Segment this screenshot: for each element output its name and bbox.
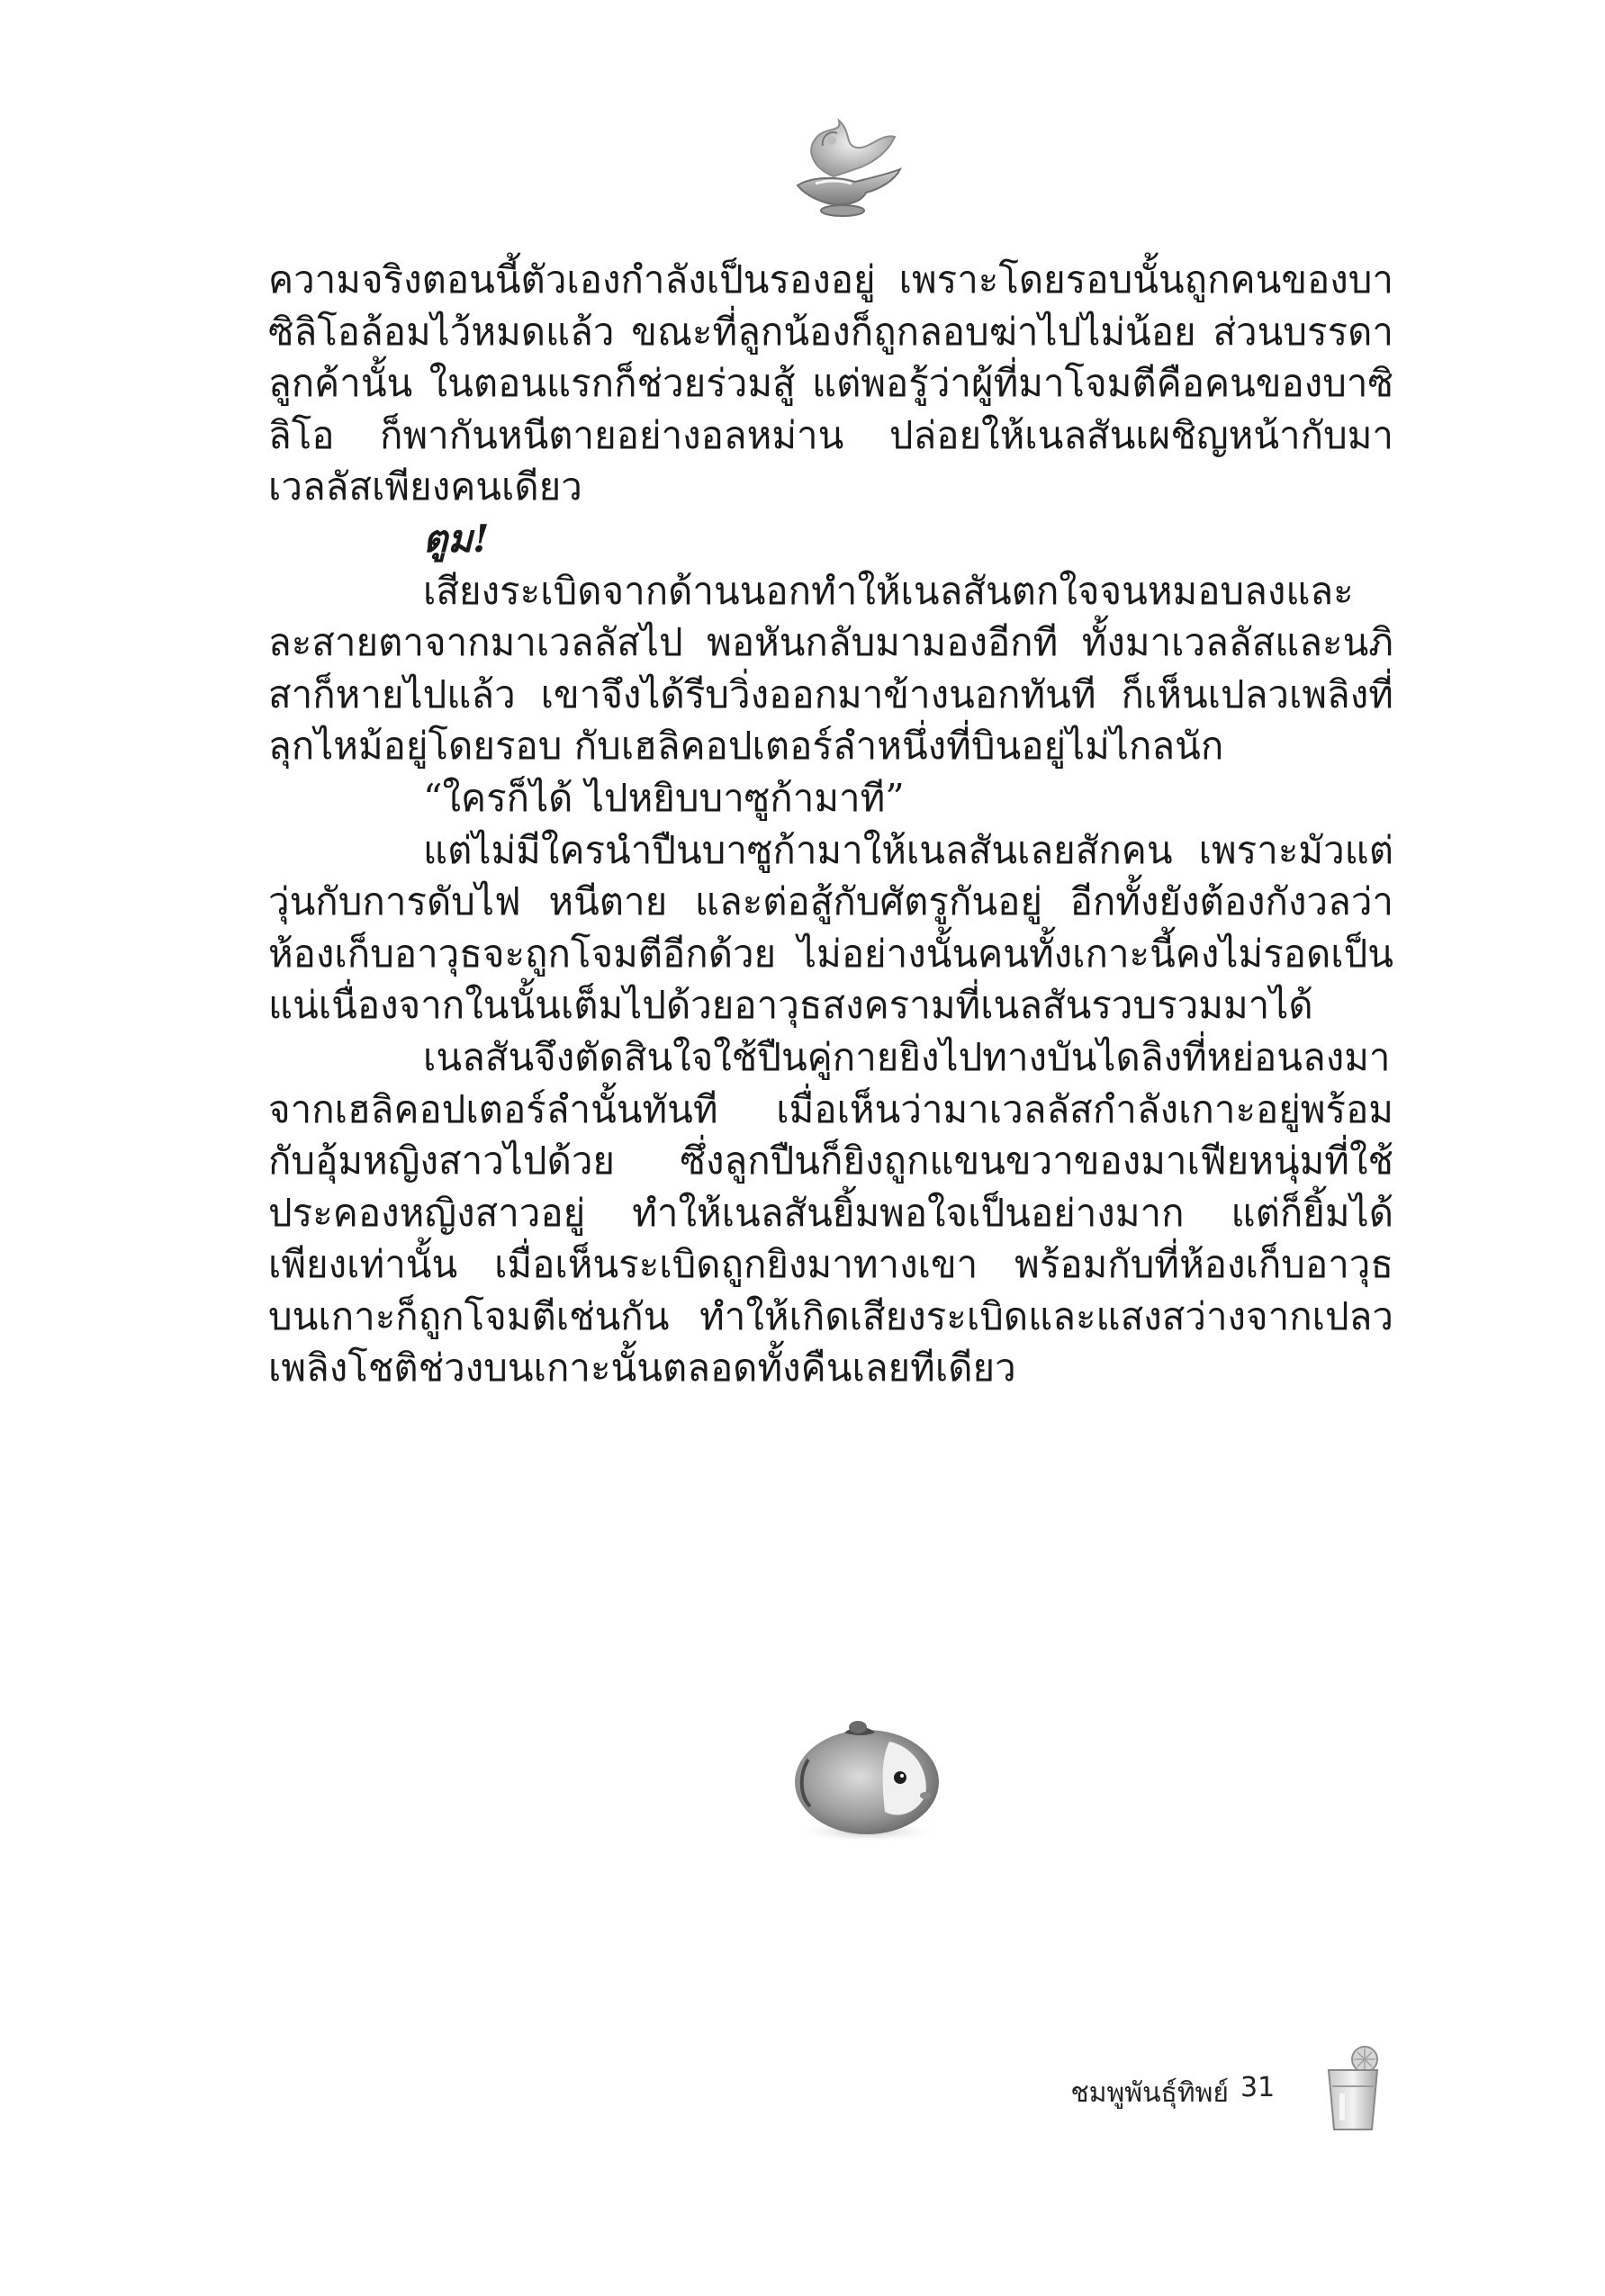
paragraph-3: แต่ไม่มีใครนำปืนบาซูก้ามาให้เนลสันเลยสักคน เพราะมัวแต่วุ่นกับการดับไฟ หนีตาย และต่อสู้กับศัตรูกันอยู่ อีกทั้งยังต้องกังวลว่าห้องเก็บอาวุธจะถูกโจมตีอีกด้วย ไม่อย่างนั้นคนทั้งเกาะนี้คงไม่รอดเป็นแน่เนื่องจากในนั้นเต็มไปด้วยอาวุธสงครามที่เนลสันรวบรวมมาได้ — [268, 827, 1393, 1028]
paragraph-4: เนลสันจึงตัดสินใจใช้ปืนคู่กายยิงไปทางบันไดลิงที่หย่อนลงมาจากเฮลิคอปเตอร์ลำนั้นทันที เมื่อเห็นว่ามาเวลลัสกำลังเกาะอยู่พร้อมกับอุ้มหญิงสาวไปด้วย ซึ่งลูกปืนก็ยิงถูกแขนขวาของมาเฟียหนุ่มที่ใช้ประคองหญิงสาวอยู่ ทำให้เนลสันยิ้มพอใจเป็นอย่างมาก แต่ก็ยิ้มได้เพียงเท่านั้น เมื่อเห็นระเบิดถูกยิงมาทางเขา พร้อมกับที่ห้องเก็บอาวุธบนเกาะก็ถูกโจมตีเช่นกัน ทำให้เกิดเสียงระเบิดและแสงสว่างจากเปลวเพลิงโชติช่วงบนเกาะนั้นตลอดทั้งคืนเลยทีเดียว — [268, 1034, 1393, 1391]
genie-lamp-icon — [780, 106, 915, 221]
chapter-text — [268, 254, 1393, 1394]
guinea-pig-icon — [781, 1706, 952, 1845]
dialogue-line: “ใครก็ได้ ไปหยิบบาซูก้ามาที” — [423, 775, 905, 820]
glass-icon — [1321, 2045, 1384, 2135]
page-number: 31 — [1240, 2072, 1276, 2103]
paragraph-2: เสียงระเบิดจากด้านนอกทำให้เนลสันตกใจจนหมอบลงและละสายตาจากมาเวลลัสไป พอหันกลับมามองอีกที ทั้งมาเวลลัสและนภิสาก็หายไปแล้ว เขาจึงได้รีบวิ่งออกมาข้างนอกทันที ก็เห็นเปลวเพลิงที่ลุกไหม้อยู่โดยรอบ กับเฮลิคอปเตอร์ลำหนึ่งที่บินอยู่ไม่ไกลนัก — [268, 568, 1393, 769]
sound-effect: ตูม! — [423, 516, 490, 561]
paragraph-1: ความจริงตอนนี้ตัวเองกำลังเป็นรองอยู่ เพราะโดยรอบนั้นถูกคนของบาซิลิโอล้อมไว้หมดแล้ว ขณะที่ลูกน้องก็ถูกลอบฆ่าไปไม่น้อย ส่วนบรรดาลูกค้านั้น ในตอนแรกก็ช่วยร่วมสู้ แต่พอรู้ว่าผู้ที่มาโจมตีคือคนของบาซิลิโอ ก็พากันหนีตายอย่างอลหม่าน ปล่อยให้เนลสันเผชิญหน้ากับมาเวลลัสเพียงคนเดียว — [268, 257, 1393, 509]
book-title: ชมพูพันธุ์ทิพย์ — [1070, 2077, 1229, 2109]
